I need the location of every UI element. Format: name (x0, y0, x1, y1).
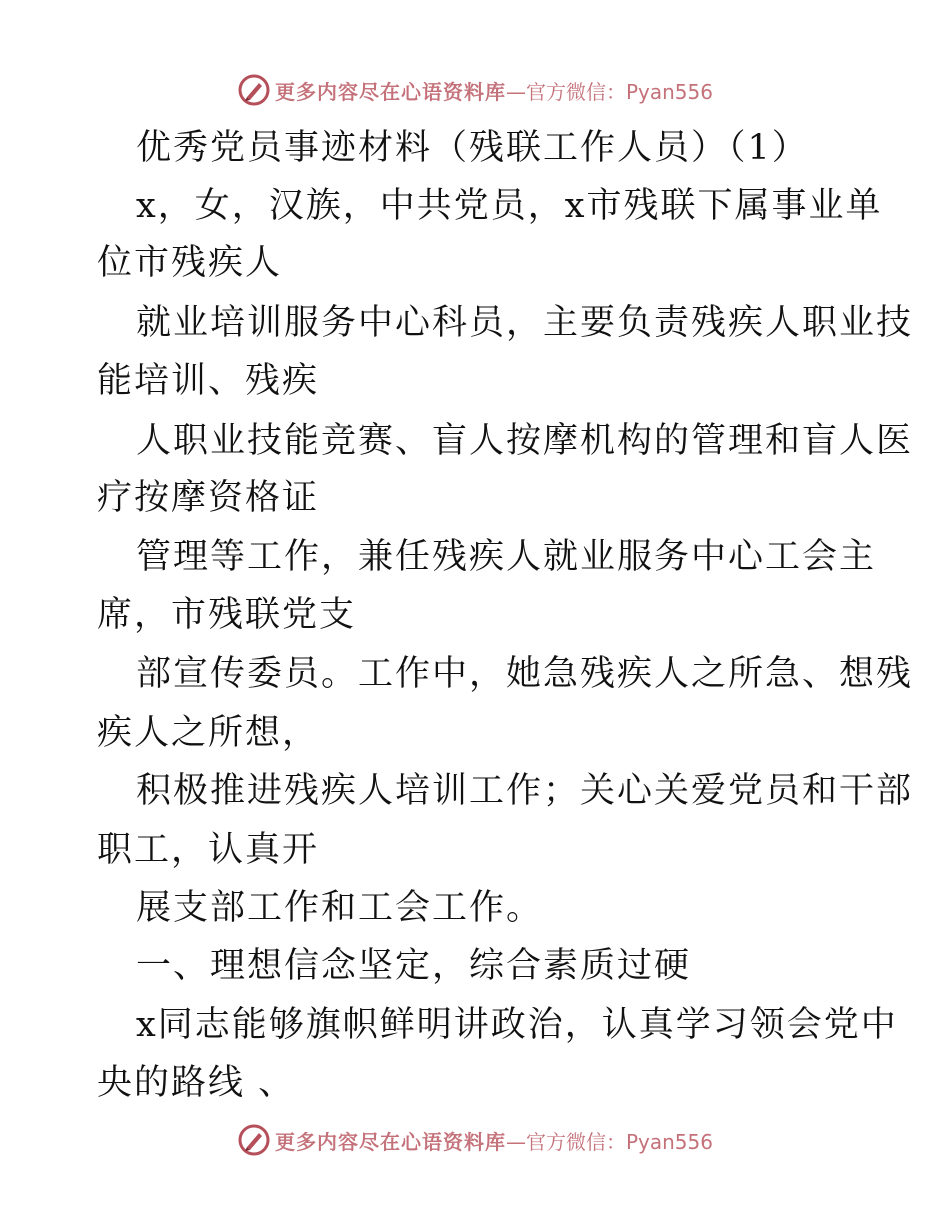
paragraph-line: 管理等工作，兼任残疾人就业服务中心工会主 (136, 537, 877, 577)
footer-banner (0, 1120, 950, 1160)
paragraph-line: 席，市残联党支 (97, 595, 357, 635)
section-heading: 一、理想信念坚定，综合素质过硬 (136, 946, 692, 986)
paragraph-line: 职工，认真开 (97, 830, 320, 870)
paragraph-line: 就业培训服务中心科员，主要负责残疾人职业技 (136, 303, 914, 343)
header-banner (0, 70, 950, 110)
banner-main-text: 更多内容尽在心语资料库 (274, 79, 506, 104)
paragraph-line: 人职业技能竞赛、盲人按摩机构的管理和盲人医 (136, 421, 914, 461)
paragraph-line: 展支部工作和工会工作。 (136, 888, 544, 928)
paragraph-line: 积极推进残疾人培训工作；关心关爱党员和干部 (136, 771, 914, 811)
paragraph-line: 疾人之所想， (97, 713, 320, 753)
paragraph-line: 央的路线 、 (97, 1063, 296, 1103)
paragraph-line: 部宣传委员。工作中，她急残疾人之所急、想残 (136, 654, 914, 694)
banner-sub-text: —官方微信：Pyan556 (505, 79, 713, 104)
banner-sub-text: —官方微信：Pyan556 (505, 1129, 713, 1154)
document-title: 优秀党员事迹材料（残联工作人员）（1） (136, 128, 809, 168)
paragraph-line: 能培训、残疾 (97, 361, 320, 401)
pen-logo-icon (237, 73, 271, 107)
banner-main-text: 更多内容尽在心语资料库 (274, 1129, 506, 1154)
pen-logo-icon (237, 1123, 271, 1157)
paragraph-line: 位市残疾人 (97, 243, 283, 283)
paragraph-line: x同志能够旗帜鲜明讲政治，认真学习领会党中 (136, 1005, 898, 1045)
paragraph-line: 疗按摩资格证 (97, 478, 320, 518)
paragraph-line: x，女，汉族，中共党员，x市残联下属事业单 (136, 186, 883, 226)
